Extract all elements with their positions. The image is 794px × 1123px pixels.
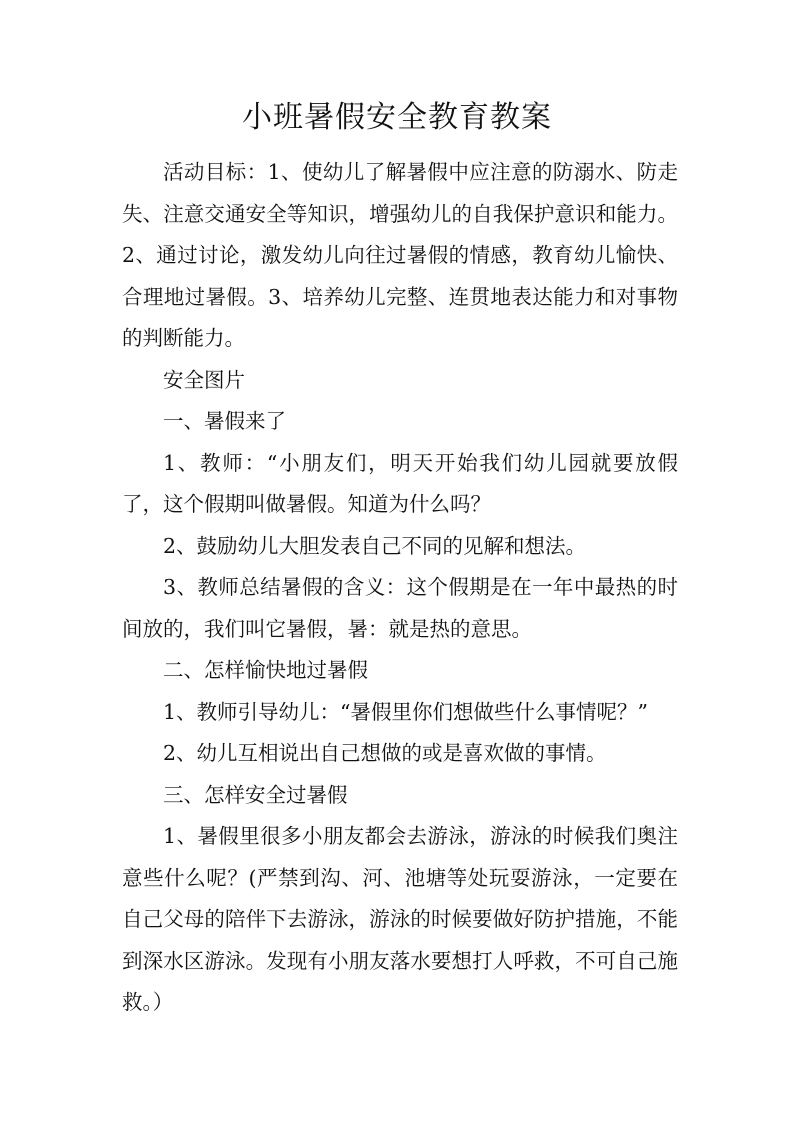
paragraph-encourage: 2、鼓励幼儿大胆发表自己不同的见解和想法。: [163, 533, 587, 558]
document-title: 小班暑假安全教育教案: [242, 100, 552, 135]
paragraph-objectives: 活动目标：1、使幼儿了解暑假中应注意的防溺水、防走失、注意交通安全等知识，增强幼儿的自我保护意识和能力。2、通过讨论，激发幼儿向往过暑假的情感，教育幼儿愉快、合理地过暑假。3、培养幼儿完整、连贯地表达能力和对事物的判断能力。: [122, 160, 678, 350]
document-body: [122, 152, 678, 1024]
section-heading-safe-summer: 三、怎样安全过暑假: [163, 782, 348, 807]
paragraph-swimming-safety: 1、暑假里很多小朋友都会去游泳，游泳的时候我们奥注意些什么呢？(严禁到沟、河、池塘等处玩耍游泳，一定要在自己父母的陪伴下去游泳，游泳的时候要做好防护措施，不能到深水区游泳。发现有小朋友落水要想打人呼救，不可自己施救。）: [122, 824, 678, 1014]
paragraph-teacher-intro: 1、教师：“小朋友们，明天开始我们幼儿园就要放假了，这个假期叫做暑假。知道为什么吗？: [122, 450, 678, 516]
paragraph-safety-pictures: 安全图片: [163, 367, 245, 392]
section-heading-happy-summer: 二、怎样愉快地过暑假: [163, 658, 368, 682]
paragraph-teacher-guide: 1、教师引导幼儿：“暑假里你们想做些什么事情呢？”: [163, 699, 649, 724]
paragraph-children-share: 2、幼儿互相说出自己想做的或是喜欢做的事情。: [163, 741, 607, 765]
paragraph-summary: 3、教师总结暑假的含义：这个假期是在一年中最热的时间放的，我们叫它暑假，暑：就是热的意思。: [122, 575, 678, 641]
section-heading-summer-coming: 一、暑假来了: [163, 409, 286, 433]
